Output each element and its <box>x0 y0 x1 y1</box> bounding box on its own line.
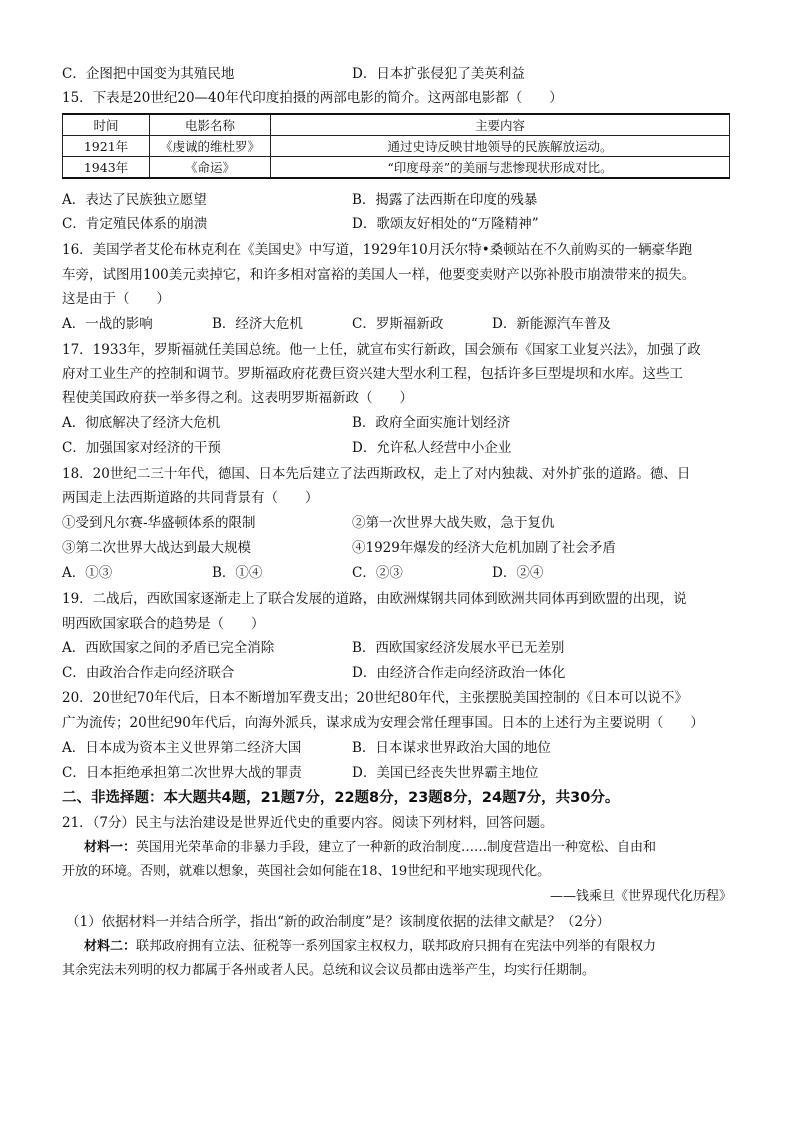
q16-line-3: 这是由于（ ） <box>62 291 170 307</box>
table-header-row <box>63 114 730 136</box>
q18-option-a: A．①③ <box>62 565 113 581</box>
q18-statement-4: ④1929年爆发的经济大危机加剧了社会矛盾 <box>352 540 616 556</box>
q20-option-b: B．日本谋求世界政治大国的地位 <box>352 740 551 756</box>
q21-stem: 21．（7分）民主与法治建设是世界近代史的重要内容。阅读下列材料，回答问题。 <box>62 815 554 831</box>
material-1-label: 材料一： <box>84 840 137 855</box>
q17-line-2: 府对工业生产的控制和调节。罗斯福政府花费巨资兴建大型水利工程，包括许多巨型堤坝和水库。这些工 <box>62 366 683 382</box>
q21-material-2-line-1 <box>84 937 732 957</box>
q18-option-c: C．②③ <box>352 565 403 581</box>
table-cell: “印度母亲”的美丽与悲惨现状形成对比。 <box>271 157 730 179</box>
material-2-label: 材料二： <box>84 939 137 954</box>
q16-option-b: B．经济大危机 <box>212 316 303 332</box>
q21-material-1-line-2: 开放的环境。否则，就难以想象，英国社会如何能在18、19世纪和平地实现现代化。 <box>62 864 551 879</box>
section-2-title: 二、非选择题：本大题共4题，21题7分，22题8分，23题8分，24题7分，共30分。 <box>62 790 620 806</box>
q18-statement-1: ①受到凡尔赛-华盛顿体系的限制 <box>62 515 256 531</box>
q19-option-a: A．西欧国家之间的矛盾已完全消除 <box>62 640 275 656</box>
q20-line-2: 广为流传；20世纪90年代后，向海外派兵，谋求成为安理会常任理事国。日本的上述行为主要说明（ ） <box>62 715 704 731</box>
q18-statement-2: ②第一次世界大战失败，急于复仇 <box>352 515 555 531</box>
q17-line-3: 程使美国政府获一举多得之利。这表明罗斯福新政（ ） <box>62 390 413 406</box>
material-2-text: 联邦政府拥有立法、征税等一系列国家主权权力，联邦政府只拥有在宪法中列举的有限权力 <box>136 939 657 954</box>
q18-statement-3: ③第二次世界大战达到最大规模 <box>62 540 251 556</box>
q19-option-b: B．西欧国家经济发展水平已无差别 <box>352 640 565 656</box>
q17-option-b: B．政府全面实施计划经济 <box>352 415 511 431</box>
q14-option-c: C．企图把中国变为其殖民地 <box>62 66 235 82</box>
table-cell: 《命运》 <box>150 157 271 179</box>
q18-line-1: 18．20世纪二三十年代，德国、日本先后建立了法西斯政权，走上了对内独裁、对外扩张的道路。德、日 <box>62 466 691 482</box>
q19-option-d: D．由经济合作走向经济政治一体化 <box>352 665 566 681</box>
q17-option-a: A．彻底解决了经济大危机 <box>62 415 221 431</box>
q20-option-c: C．日本拒绝承担第二次世界大战的罪责 <box>62 765 302 781</box>
table-header-time: 时间 <box>63 114 150 136</box>
q16-option-c: C．罗斯福新政 <box>352 316 444 332</box>
table-row <box>63 157 730 179</box>
q18-option-d: D．②④ <box>492 565 544 581</box>
table-header-film: 电影名称 <box>150 114 271 136</box>
material-1-text: 英国用光荣革命的非暴力手段，建立了一种新的政治制度……制度营造出一种宽松、自由和 <box>136 840 657 855</box>
table-cell: 1921年 <box>63 136 150 157</box>
q21-material-1-line-1 <box>84 838 732 858</box>
q15-option-d: D．歌颂友好相处的“万隆精神” <box>352 216 539 232</box>
q14-option-d: D．日本扩张侵犯了美英利益 <box>352 66 525 82</box>
table-header-content: 主要内容 <box>271 114 730 136</box>
q17-option-d: D．允许私人经营中小企业 <box>352 440 512 456</box>
q19-line-2: 明西欧国家联合的趋势是（ ） <box>62 616 265 632</box>
q19-line-1: 19．二战后，西欧国家逐渐走上了联合发展的道路，由欧洲煤钢共同体到欧洲共同体再到欧盟的出现，说 <box>62 591 687 607</box>
q17-line-1: 17．1933年，罗斯福就任美国总统。他一上任，就宣布实行新政，国会颁布《国家工业复兴法》，加强了政 <box>62 342 701 358</box>
q16-line-2: 车旁，试图用100美元卖掉它，和许多相对富裕的美国人一样，他要变卖财产以弥补股市崩溃带来的损失。 <box>62 267 696 283</box>
q15-option-b: B．揭露了法西斯在印度的残暴 <box>352 192 538 208</box>
q16-line-1: 16．美国学者艾伦布林克利在《美国史》中写道，1929年10月沃尔特•桑顿站在不久前购买的一辆豪华跑 <box>62 242 693 258</box>
q16-option-d: D．新能源汽车普及 <box>492 316 611 332</box>
q19-option-c: C．由政治合作走向经济联合 <box>62 665 235 681</box>
q15-option-a: A．表达了民族独立愿望 <box>62 192 207 208</box>
table-cell: 1943年 <box>63 157 150 179</box>
q20-option-d: D．美国已经丧失世界霸主地位 <box>352 765 539 781</box>
q15-stem: 15．下表是20世纪20—40年代印度拍摄的两部电影的简介。这两部电影都（ ） <box>62 90 563 106</box>
table-row <box>63 136 730 157</box>
q21-material-2-line-2: 其余宪法未列明的权力都属于各州或者人民。总统和议会议员都由选举产生，均实行任期制。 <box>62 963 596 978</box>
q21-subquestion-1: （1）依据材料一并结合所学，指出“新的政治制度”是？该制度依据的法律文献是？（2分） <box>66 914 610 930</box>
q20-line-1: 20．20世纪70年代后，日本不断增加军费支出；20世纪80年代，主张摆脱美国控制的《日本可以说不》 <box>62 690 688 706</box>
table-cell: 通过史诗反映甘地领导的民族解放运动。 <box>271 136 730 157</box>
q21-material-1-source: ——钱乘旦《世界现代化历程》 <box>549 889 732 904</box>
q15-option-c: C．肯定殖民体系的崩溃 <box>62 216 208 232</box>
q15-film-table <box>62 113 730 179</box>
q20-option-a: A．日本成为资本主义世界第二经济大国 <box>62 740 302 756</box>
q18-line-2: 两国走上法西斯道路的共同背景有（ ） <box>62 490 319 506</box>
table-cell: 《虔诚的维杜罗》 <box>150 136 271 157</box>
q17-option-c: C．加强国家对经济的干预 <box>62 440 221 456</box>
q18-option-b: B．①④ <box>212 565 263 581</box>
q16-option-a: A．一战的影响 <box>62 316 153 332</box>
